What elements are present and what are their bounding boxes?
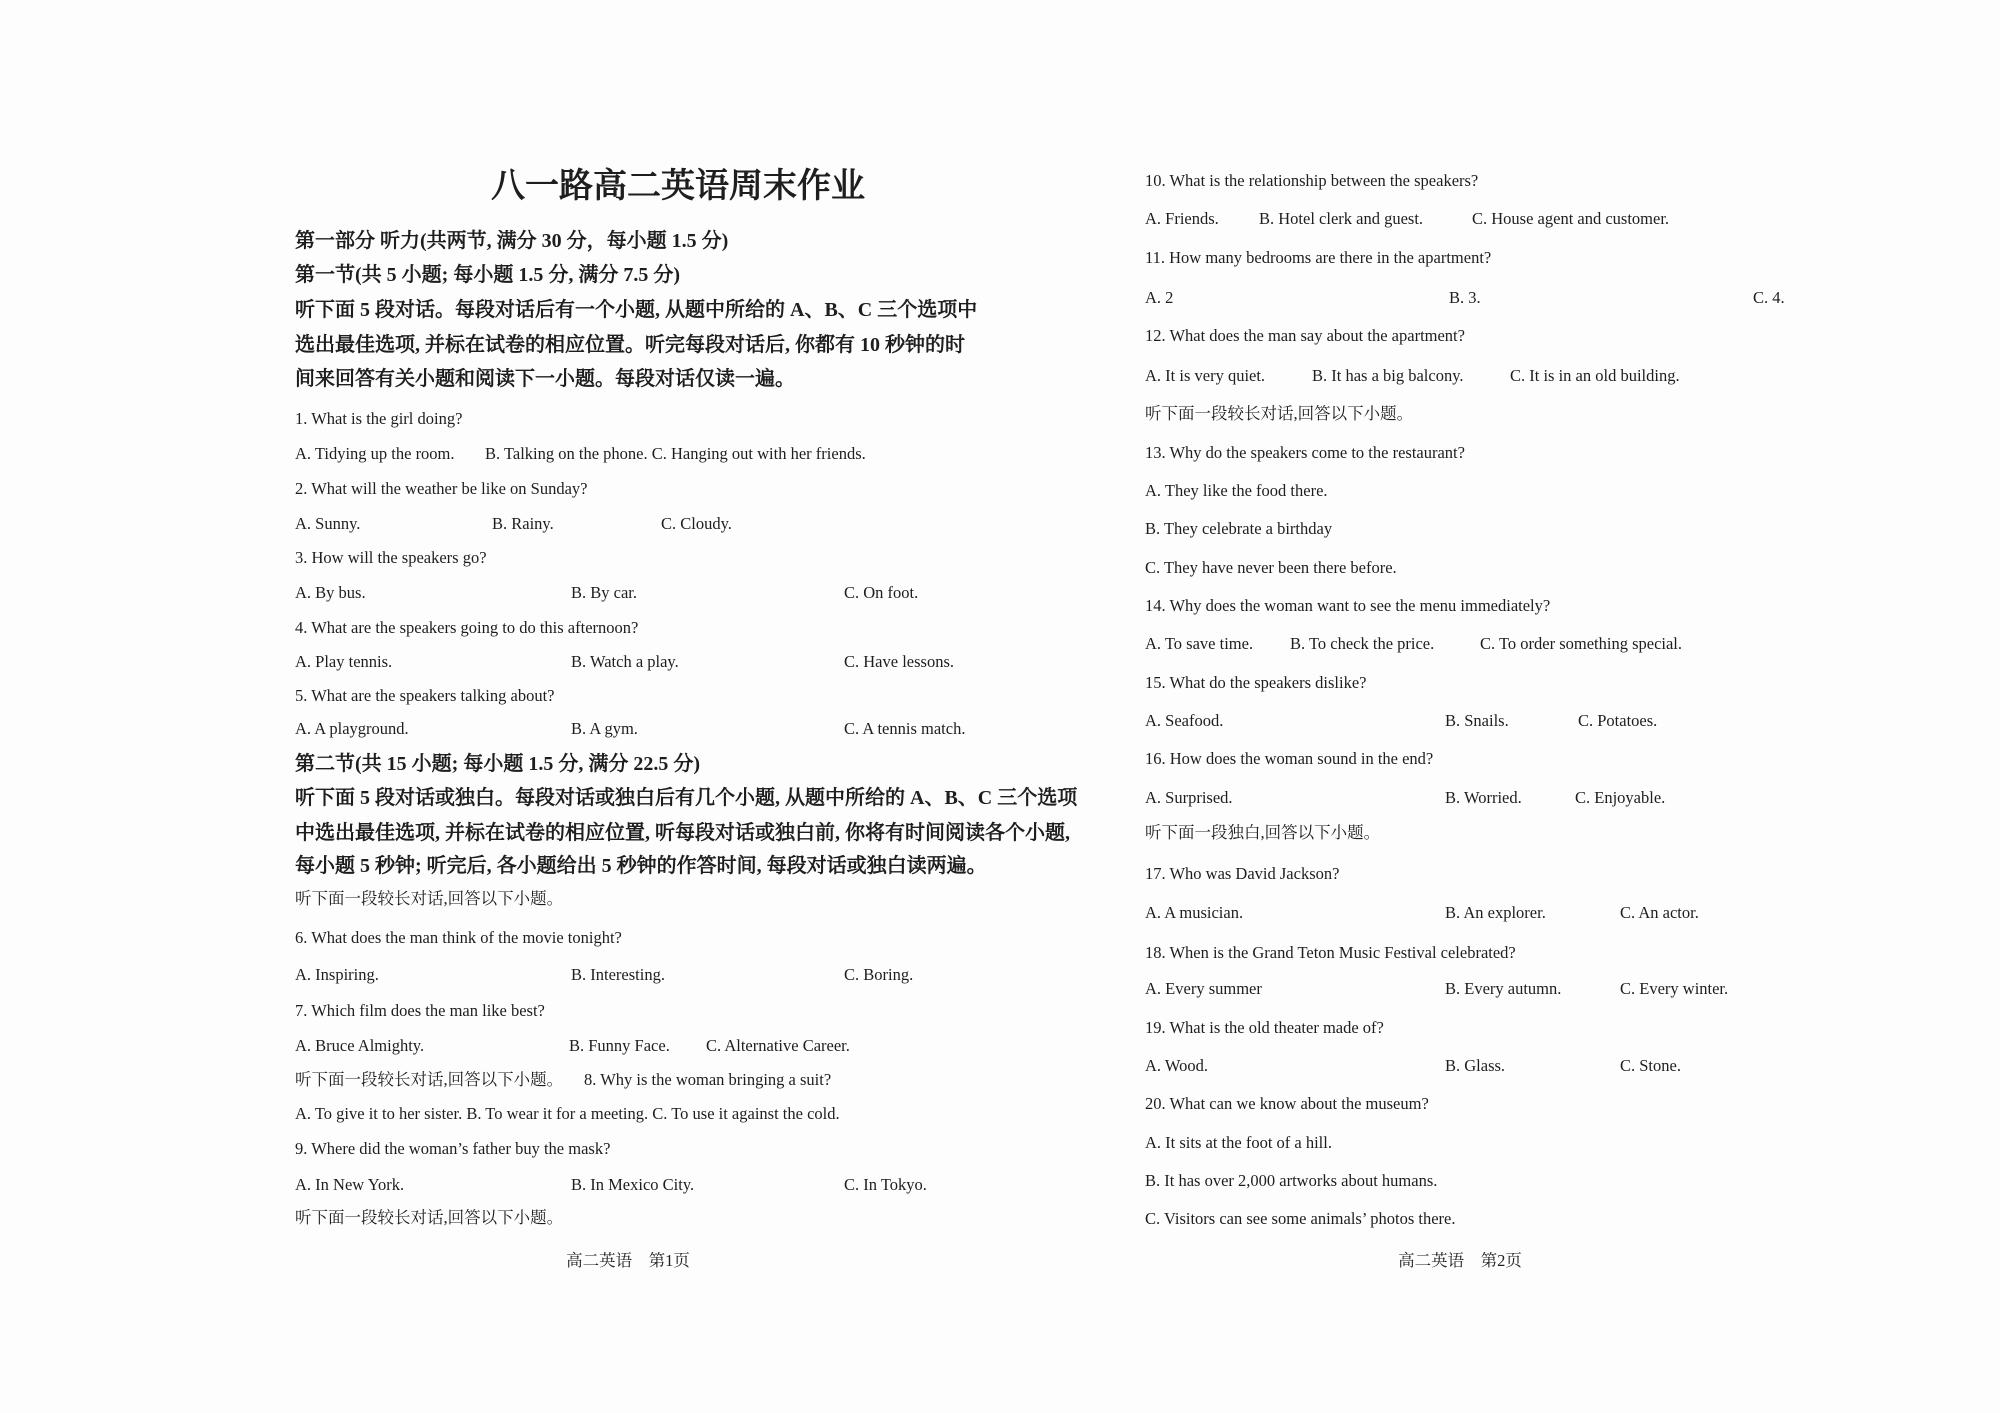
page-title: 八一路高二英语周末作业 <box>491 168 865 205</box>
text-segment: 12. What does the man say about the apartment? <box>1145 326 1465 345</box>
text-segment: 听下面一段较长对话,回答以下小题。 <box>295 889 564 908</box>
text-segment: A. It is very quiet. <box>1145 366 1266 385</box>
text-segment: 听下面 5 段对话或独白。每段对话或独白后有几个小题, 从题中所给的 A、B、C 三个选项 <box>295 787 1078 809</box>
text-segment: B. To check the price. <box>1290 634 1435 653</box>
text-segment: 第一节(共 5 小题; 每小题 1.5 分, 满分 7.5 分) <box>295 264 680 286</box>
text-segment: A. Friends. <box>1145 209 1219 228</box>
text-segment: C. Every winter. <box>1620 979 1729 998</box>
text-segment: A. Inspiring. <box>295 965 379 984</box>
text-segment: C. Enjoyable. <box>1575 788 1666 807</box>
text-segment: 听下面 5 段对话。每段对话后有一个小题, 从题中所给的 A、B、C 三个选项中 <box>295 299 978 321</box>
text-segment: C. It is in an old building. <box>1510 366 1680 385</box>
text-segment: 4. What are the speakers going to do this afternoon? <box>295 618 639 637</box>
text-segment: A. It sits at the foot of a hill. <box>1145 1133 1332 1152</box>
text-segment: B. Worried. <box>1445 788 1522 807</box>
text-segment: 选出最佳选项, 并标在试卷的相应位置。听完每段对话后, 你都有 10 秒钟的时 <box>295 334 965 356</box>
text-segment: A. To give it to her sister. B. To wear it for a meeting. C. To use it against the cold. <box>295 1104 840 1123</box>
text-segment: A. They like the food there. <box>1145 481 1328 500</box>
text-segment: 13. Why do the speakers come to the restaurant? <box>1145 443 1465 462</box>
text-segment: C. Alternative Career. <box>706 1036 850 1055</box>
text-segment: 5. What are the speakers talking about? <box>295 686 555 705</box>
text-segment: B. In Mexico City. <box>571 1175 695 1194</box>
text-segment: 7. Which film does the man like best? <box>295 1001 545 1020</box>
text-segment: A. Surprised. <box>1145 788 1233 807</box>
text-segment: 14. Why does the woman want to see the menu immediately? <box>1145 596 1551 615</box>
text-segment: A. Tidying up the room. <box>295 444 455 463</box>
text-segment: 19. What is the old theater made of? <box>1145 1018 1384 1037</box>
text-segment: A. Play tennis. <box>295 652 393 671</box>
text-segment: B. An explorer. <box>1445 903 1546 922</box>
text-segment: 15. What do the speakers dislike? <box>1145 673 1367 692</box>
page2-footer: 高二英语 第2页 <box>1398 1251 1522 1270</box>
text-segment: 6. What does the man think of the movie tonight? <box>295 928 622 947</box>
text-segment: C. Visitors can see some animals’ photos there. <box>1145 1209 1456 1228</box>
text-segment: A. Bruce Almighty. <box>295 1036 425 1055</box>
text-segment: A. Seafood. <box>1145 711 1224 730</box>
text-segment: A. A playground. <box>295 719 409 738</box>
text-segment: C. House agent and customer. <box>1472 209 1670 228</box>
text-segment: 18. When is the Grand Teton Music Festival celebrated? <box>1145 943 1516 962</box>
text-segment: B. It has a big balcony. <box>1312 366 1464 385</box>
text-segment: A. A musician. <box>1145 903 1244 922</box>
text-segment: A. 2 <box>1145 288 1174 307</box>
text-segment: 听下面一段较长对话,回答以下小题。 <box>295 1070 564 1089</box>
text-segment: C. In Tokyo. <box>844 1175 927 1194</box>
text-segment: 间来回答有关小题和阅读下一小题。每段对话仅读一遍。 <box>295 368 795 390</box>
text-segment: C. On foot. <box>844 583 919 602</box>
text-segment: C. Potatoes. <box>1578 711 1658 730</box>
text-segment: 听下面一段独白,回答以下小题。 <box>1145 823 1381 842</box>
text-segment: C. A tennis match. <box>844 719 966 738</box>
text-segment: B. Talking on the phone. C. Hanging out with her friends. <box>485 444 866 463</box>
text-segment: B. Snails. <box>1445 711 1509 730</box>
text-segment: 20. What can we know about the museum? <box>1145 1094 1429 1113</box>
text-segment: 中选出最佳选项, 并标在试卷的相应位置, 听每段对话或独白前, 你将有时间阅读各个小题, <box>295 822 1070 844</box>
text-segment: A. Sunny. <box>295 514 361 533</box>
text-segment: B. Interesting. <box>571 965 665 984</box>
page1-footer: 高二英语 第1页 <box>566 1251 690 1270</box>
text-segment: 16. How does the woman sound in the end? <box>1145 749 1434 768</box>
text-segment: C. Boring. <box>844 965 914 984</box>
text-segment: A. By bus. <box>295 583 366 602</box>
text-segment: 9. Where did the woman’s father buy the mask? <box>295 1139 611 1158</box>
text-segment: 听下面一段较长对话,回答以下小题。 <box>1145 404 1414 423</box>
text-segment: B. They celebrate a birthday <box>1145 519 1333 538</box>
text-segment: B. Watch a play. <box>571 652 679 671</box>
text-segment: C. To order something special. <box>1480 634 1683 653</box>
text-segment: 听下面一段较长对话,回答以下小题。 <box>295 1208 564 1227</box>
text-segment: A. In New York. <box>295 1175 405 1194</box>
text-segment: B. Hotel clerk and guest. <box>1259 209 1424 228</box>
text-segment: B. Rainy. <box>492 514 554 533</box>
text-segment: C. Stone. <box>1620 1056 1681 1075</box>
text-segment: B. Funny Face. <box>569 1036 670 1055</box>
text-segment: C. They have never been there before. <box>1145 558 1397 577</box>
text-segment: B. A gym. <box>571 719 638 738</box>
text-segment: B. Every autumn. <box>1445 979 1562 998</box>
text-segment: B. Glass. <box>1445 1056 1506 1075</box>
text-segment: 10. What is the relationship between the speakers? <box>1145 171 1479 190</box>
text-segment: 8. Why is the woman bringing a suit? <box>584 1070 832 1089</box>
text-segment: 17. Who was David Jackson? <box>1145 864 1340 883</box>
text-segment: A. Every summer <box>1145 979 1262 998</box>
text-segment: 第二节(共 15 小题; 每小题 1.5 分, 满分 22.5 分) <box>295 753 700 775</box>
text-segment: 每小题 5 秒钟; 听完后, 各小题给出 5 秒钟的作答时间, 每段对话或独白读两遍。 <box>295 855 987 877</box>
text-segment: 11. How many bedrooms are there in the apartment? <box>1145 248 1492 267</box>
text-segment: A. To save time. <box>1145 634 1254 653</box>
text-segment: C. An actor. <box>1620 903 1699 922</box>
text-segment: C. Cloudy. <box>661 514 732 533</box>
text-segment: C. 4. <box>1753 288 1785 307</box>
text-segment: 2. What will the weather be like on Sunday? <box>295 479 588 498</box>
text-segment: B. It has over 2,000 artworks about humans. <box>1145 1171 1438 1190</box>
text-segment: B. 3. <box>1449 288 1481 307</box>
text-segment: C. Have lessons. <box>844 652 954 671</box>
text-segment: B. By car. <box>571 583 637 602</box>
text-segment: 3. How will the speakers go? <box>295 548 487 567</box>
text-segment: 1. What is the girl doing? <box>295 409 463 428</box>
text-segment: A. Wood. <box>1145 1056 1208 1075</box>
text-segment: 第一部分 听力(共两节, 满分 30 分，每小题 1.5 分) <box>295 230 729 252</box>
